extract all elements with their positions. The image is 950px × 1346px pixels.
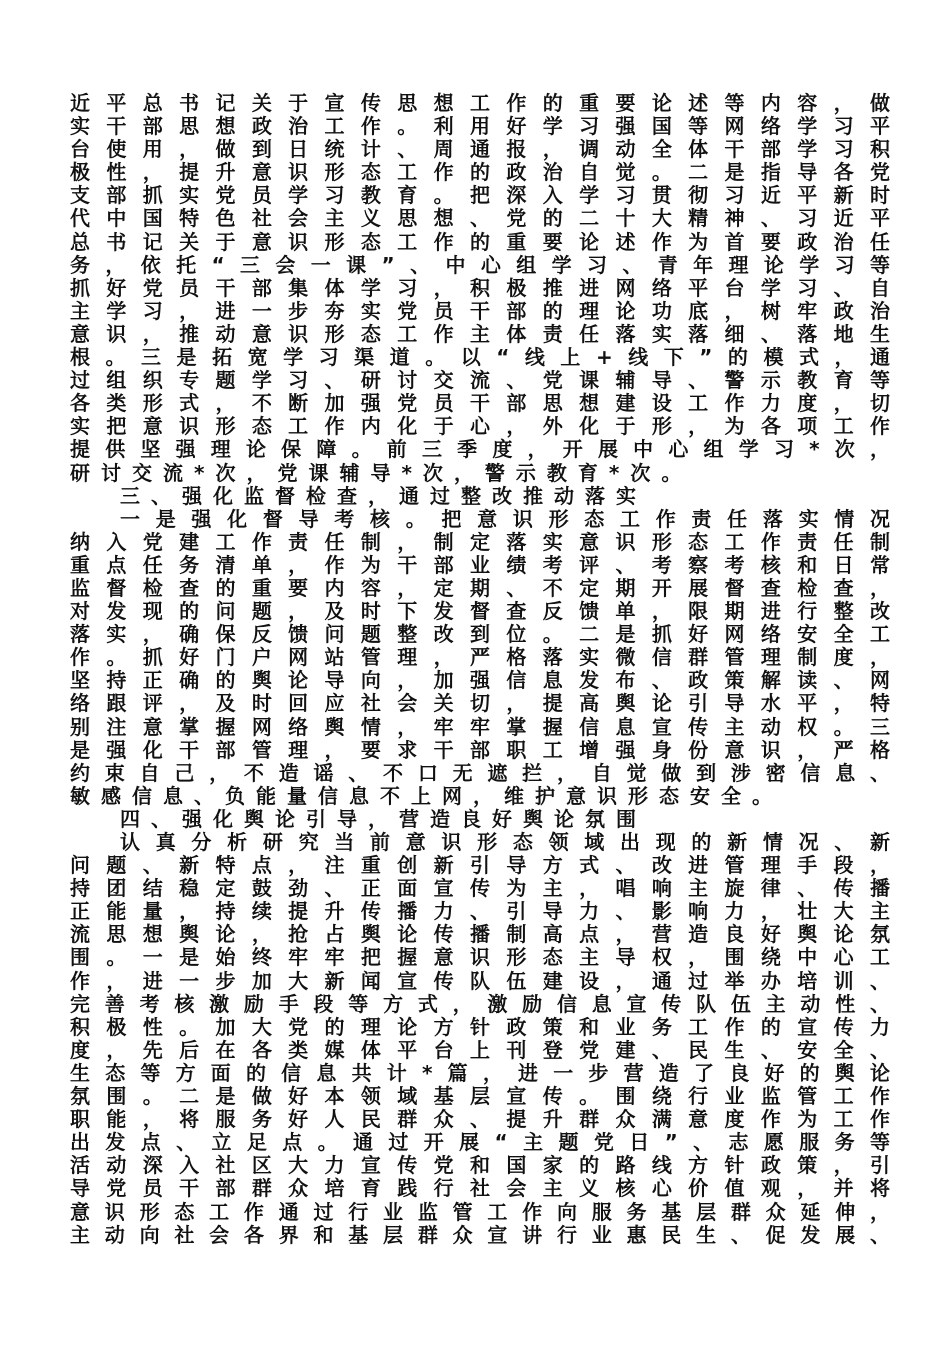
text-line: 支部抓实党员学习教育。把深入学习贯彻习近平新时 <box>70 183 890 208</box>
paragraph-study <box>70 92 890 485</box>
text-line: 问题、新特点，注重创新引导方式、改进管理手段， <box>70 853 890 878</box>
text-line: 总书记关于意识形态工作的重要论述作为首要政治任 <box>70 229 890 254</box>
text-line: 意识形态工作通过行业监管工作向服务基层群众延伸， <box>70 1199 890 1224</box>
text-line: 作，进一步加大新闻宣传队伍建设，通过举办培训、 <box>70 968 890 993</box>
paragraph-supervision <box>70 508 890 808</box>
text-line: 近平总书记关于宣传思想工作的重要论述等内容，做 <box>70 91 890 115</box>
text-line: 生态等方面的信息共计*篇，进一步营造了良好的舆论 <box>70 1060 890 1085</box>
text-line: 度，先后在各类媒体平台上刊登党建、民生、安全、 <box>70 1037 890 1062</box>
text-line: 提供坚强理论保障。前三季度，开展中心组学习*次， <box>70 437 890 462</box>
text-line: 约束自己，不造谣、不口无遮拦，自觉做到涉密信息、 <box>70 760 890 785</box>
text-line: 落实，确保反馈问题整改到位。二是抓好网络安全工 <box>70 622 890 647</box>
text-line: 流思想舆论，抢占舆论传播制高点，营造良好舆论氛 <box>70 922 890 947</box>
document-page <box>70 92 890 1247</box>
text-line: 一是强化督导考核。把意识形态工作责任落实情况 <box>120 506 890 531</box>
text-line: 积极性。加大党的理论方针政策和业务工作的宣传力 <box>70 1014 890 1039</box>
section-heading-4: 四、强化舆论引导，营造良好舆论氛围 <box>120 806 647 831</box>
text-line: 意识，推动意识形态工作主体责任落实落细、落地生 <box>70 321 890 346</box>
text-line: 过组织专题学习、研讨交流、党课辅导、警示教育等 <box>70 368 890 393</box>
text-line: 是强化干部管理，要求干部职工增强身份意识，严格 <box>70 737 890 762</box>
text-line: 氛围。二是做好本领域基层宣传。围绕行业监管工作 <box>70 1084 890 1109</box>
text-line: 围。一是始终牢牢把握意识形态主导权，围绕中心工 <box>70 945 890 970</box>
text-line: 纳入党建工作责任制，制定落实意识形态工作责任制 <box>70 529 890 554</box>
text-line: 出发点、立足点。通过开展“主题党日”、志愿服务等 <box>70 1130 890 1155</box>
paragraph-guidance <box>70 831 890 1247</box>
text-line: 极性，提升意识形态工作的政治自觉。二是指导各党 <box>70 160 890 185</box>
text-line: 持团结稳定鼓劲、正面宣传为主，唱响主旋律、传播 <box>70 876 890 901</box>
text-line: 作。抓好门户网站管理，严格落实微信群管理制度， <box>70 645 890 670</box>
text-line: 别注意掌握网络舆情，牢牢掌握信息宣传主动权。三 <box>70 714 890 739</box>
text-line: 活动深入社区大力宣传党和国家的路线方针政策，引 <box>70 1153 890 1178</box>
text-line: 完善考核激励手段等方式，激励信息宣传队伍主动性、 <box>70 991 890 1016</box>
text-line: 坚持正确的舆论导向，加强信息发布、政策解读、网 <box>70 668 890 693</box>
text-line: 研讨交流*次，党课辅导*次，警示教育*次。 <box>70 460 693 485</box>
section-heading-3: 三、强化监督检查，通过整改推动落实 <box>120 483 647 508</box>
text-line: 抓好党员干部集体学习，积极推进网络平台学习、自 <box>70 275 890 300</box>
text-line: 台使用，做到日统计、周通报，调动全体干部学习积 <box>70 137 890 162</box>
text-line: 正能量，持续提升传播力、引导力、影响力，壮大主 <box>70 899 890 924</box>
text-line: 各类形式，不断加强党员干部思想建设工作力度，切 <box>70 391 890 416</box>
text-line: 职能，将服务好人民群众、提升群众满意度作为工作 <box>70 1107 890 1132</box>
text-line: 认真分析研究当前意识形态领域出现的新情况、新 <box>120 830 890 854</box>
text-line: 导党员干部群众培育践行社会主义核心价值观，并将 <box>70 1176 890 1201</box>
text-line: 络跟评，及时回应社会关切，提高舆论引导水平，特 <box>70 691 890 716</box>
text-line: 实干部思想政治工作。利用好学习强国等网络学习平 <box>70 114 890 139</box>
text-line: 根。三是拓宽学习渠道。以“线上+线下”的模式，通 <box>70 345 890 370</box>
text-line: 重点任务清单，作为干部业绩考评、考察考核和日常 <box>70 552 890 577</box>
text-line: 主学习，进一步夯实党员干部的理论功底，树牢政治 <box>70 298 890 323</box>
text-line: 敏感信息、负能量信息不上网，维护意识形态安全。 <box>70 783 783 808</box>
text-line: 主动向社会各界和基层群众宣讲行业惠民生、促发展、 <box>70 1222 890 1247</box>
text-line: 代中国特色社会主义思想、党的二十大精神、习近平 <box>70 206 890 231</box>
text-line: 对发现的问题，及时下发督查反馈单，限期进行整改 <box>70 599 890 624</box>
text-line: 监督检查的重要内容，定期、不定期开展督查检查， <box>70 575 890 600</box>
text-line: 务，依托“三会一课”、中心组学习、青年理论学习等 <box>70 252 890 277</box>
text-line: 实把意识形态工作内化于心，外化于形，为各项工作 <box>70 414 890 439</box>
